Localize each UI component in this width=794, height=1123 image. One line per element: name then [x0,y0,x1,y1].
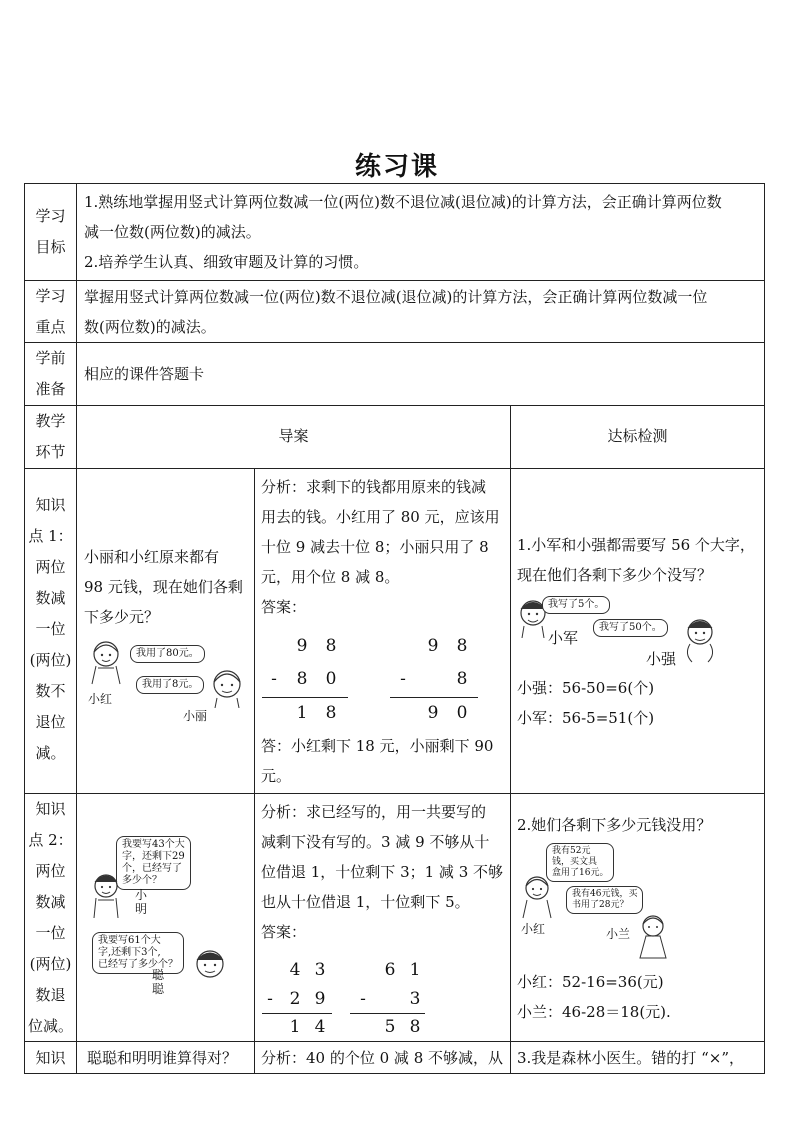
focus-content: 掌握用竖式计算两位数减一位(两位)数不退位减(退位减)的计算方法，会正确计算两位数减一位 数(两位数)的减法。 [84,288,708,336]
k2-check-bubble-2: 我有46元钱，买 书用了28元？ [566,886,643,914]
boy-congcong-icon [190,944,230,988]
k3-analysis: 分析：40 的个位 0 减 8 不够减，从 [261,1049,504,1067]
k2-calc-1-bar [262,1013,332,1014]
girl-xiaohong-icon [86,636,126,688]
k1-check-question: 1.小军和小强都需要写 56 个大字， 现在他们各剩下多少个没写？ [517,536,755,584]
k2-bubble-1: 我要写43个大 字，还剩下29 个，已经写了 多少个？ [116,836,191,890]
page-title: 练习课 [354,152,439,182]
k2-check-name-xiaohong: 小红 [521,922,546,936]
k1-check-bubble-2: 我写了50个。 [593,619,668,637]
k2-name-congcong: 聪 聪 [152,968,165,996]
k1-check-name-xiaojun: 小军 [548,629,579,647]
k2-calc-2: 6 1 - 3 5 8 [350,960,430,1040]
goal-label: 学习 目标 [35,207,66,256]
focus-label: 学习 重点 [35,287,66,336]
k2-bubble-2: 我要写61个大 字,还剩下3个, 已经写了多少个？ [92,932,184,974]
girl-xiaolan-icon [636,912,670,962]
k1-bubble-1: 我用了80元。 [130,645,205,663]
girl-xiaoli-icon [205,664,249,708]
guide-header: 导案 [278,427,309,445]
k1-analysis: 分析：求剩下的钱都用原来的钱减 用去的钱。小红用了 80 元，应该用 十位 9 减去十位 8；小丽只用了 8 元，用个位 8 减 8。 答案： [261,478,500,616]
k2-name-xiaoming: 小 明 [135,888,148,916]
k2-check-bubble-1: 我有52元 钱，买文具 盒用了16元。 [546,843,614,882]
k1-name-xiaoli: 小丽 [183,709,208,723]
k1-name-xiaohong: 小红 [88,692,113,706]
prep-label: 学前 准备 [35,349,66,398]
k3-label: 知识 [35,1049,66,1067]
k1-check-bubble-1: 我写了5个。 [542,596,610,614]
k2-check-question: 2.她们各剩下多少元钱没用？ [517,816,712,834]
k1-conclusion: 答：小红剩下 18 元，小丽剩下 90 元。 [261,737,494,785]
k1-check-name-xiaoqiang: 小强 [646,650,677,668]
girl-xiaohong-2-icon [518,872,556,920]
k2-calc-2-bar [350,1013,425,1014]
check-header: 达标检测 [607,427,668,445]
goal-content: 1.熟练地掌握用竖式计算两位数减一位(两位)数不退位减(退位减)的计算方法，会正确计算两位数 减一位数(两位数)的减法。 2.培养学生认真、细致审题及计算的习惯。 [84,193,722,271]
k1-calc-2: 9 8 - 8 9 0 [390,636,480,728]
boy-xiaoqiang-icon [680,614,720,666]
k2-analysis: 分析：求已经写的，用一共要写的 减剩下没有写的。3 减 9 不够从十 位借退 1，十位剩下 3；1 减 3 不够 也从十位借退 1，十位剩下 5。 答案： [261,803,504,941]
k3-problem: 聪聪和明明谁算得对？ [87,1049,238,1067]
k3-check: 3.我是森林小医生。错的打 “×”， [517,1049,744,1067]
k1-bubble-2: 我用了8元。 [136,676,204,694]
k1-check-answers: 小强：56-50=6(个) 小军：56-5=51(个) [517,679,655,727]
prep-content: 相应的课件答题卡 [84,365,205,383]
k2-label: 知识 点 2： 两位 数减 一位 (两位) 数退 位减。 [27,800,73,1035]
k1-calc-1-bar [262,697,348,698]
k1-label: 知识 点 1： 两位 数减 一位 (两位) 数不 退位 减。 [28,496,73,762]
k1-calc-2-bar [390,697,478,698]
k2-calc-1: 4 3 - 2 9 1 4 [262,960,342,1040]
k2-check-answers: 小红：52-16=36(元) 小兰：46-28＝18(元). [517,973,671,1021]
k2-check-name-xiaolan: 小兰 [606,927,631,941]
section-label: 教学 环节 [35,412,66,461]
boy-xiaoming-icon [88,870,124,920]
k1-problem: 小丽和小红原来都有 98 元钱，现在她们各剩 下多少元？ [84,548,243,626]
k1-calc-1: 9 8 - 8 0 1 8 [262,636,352,728]
